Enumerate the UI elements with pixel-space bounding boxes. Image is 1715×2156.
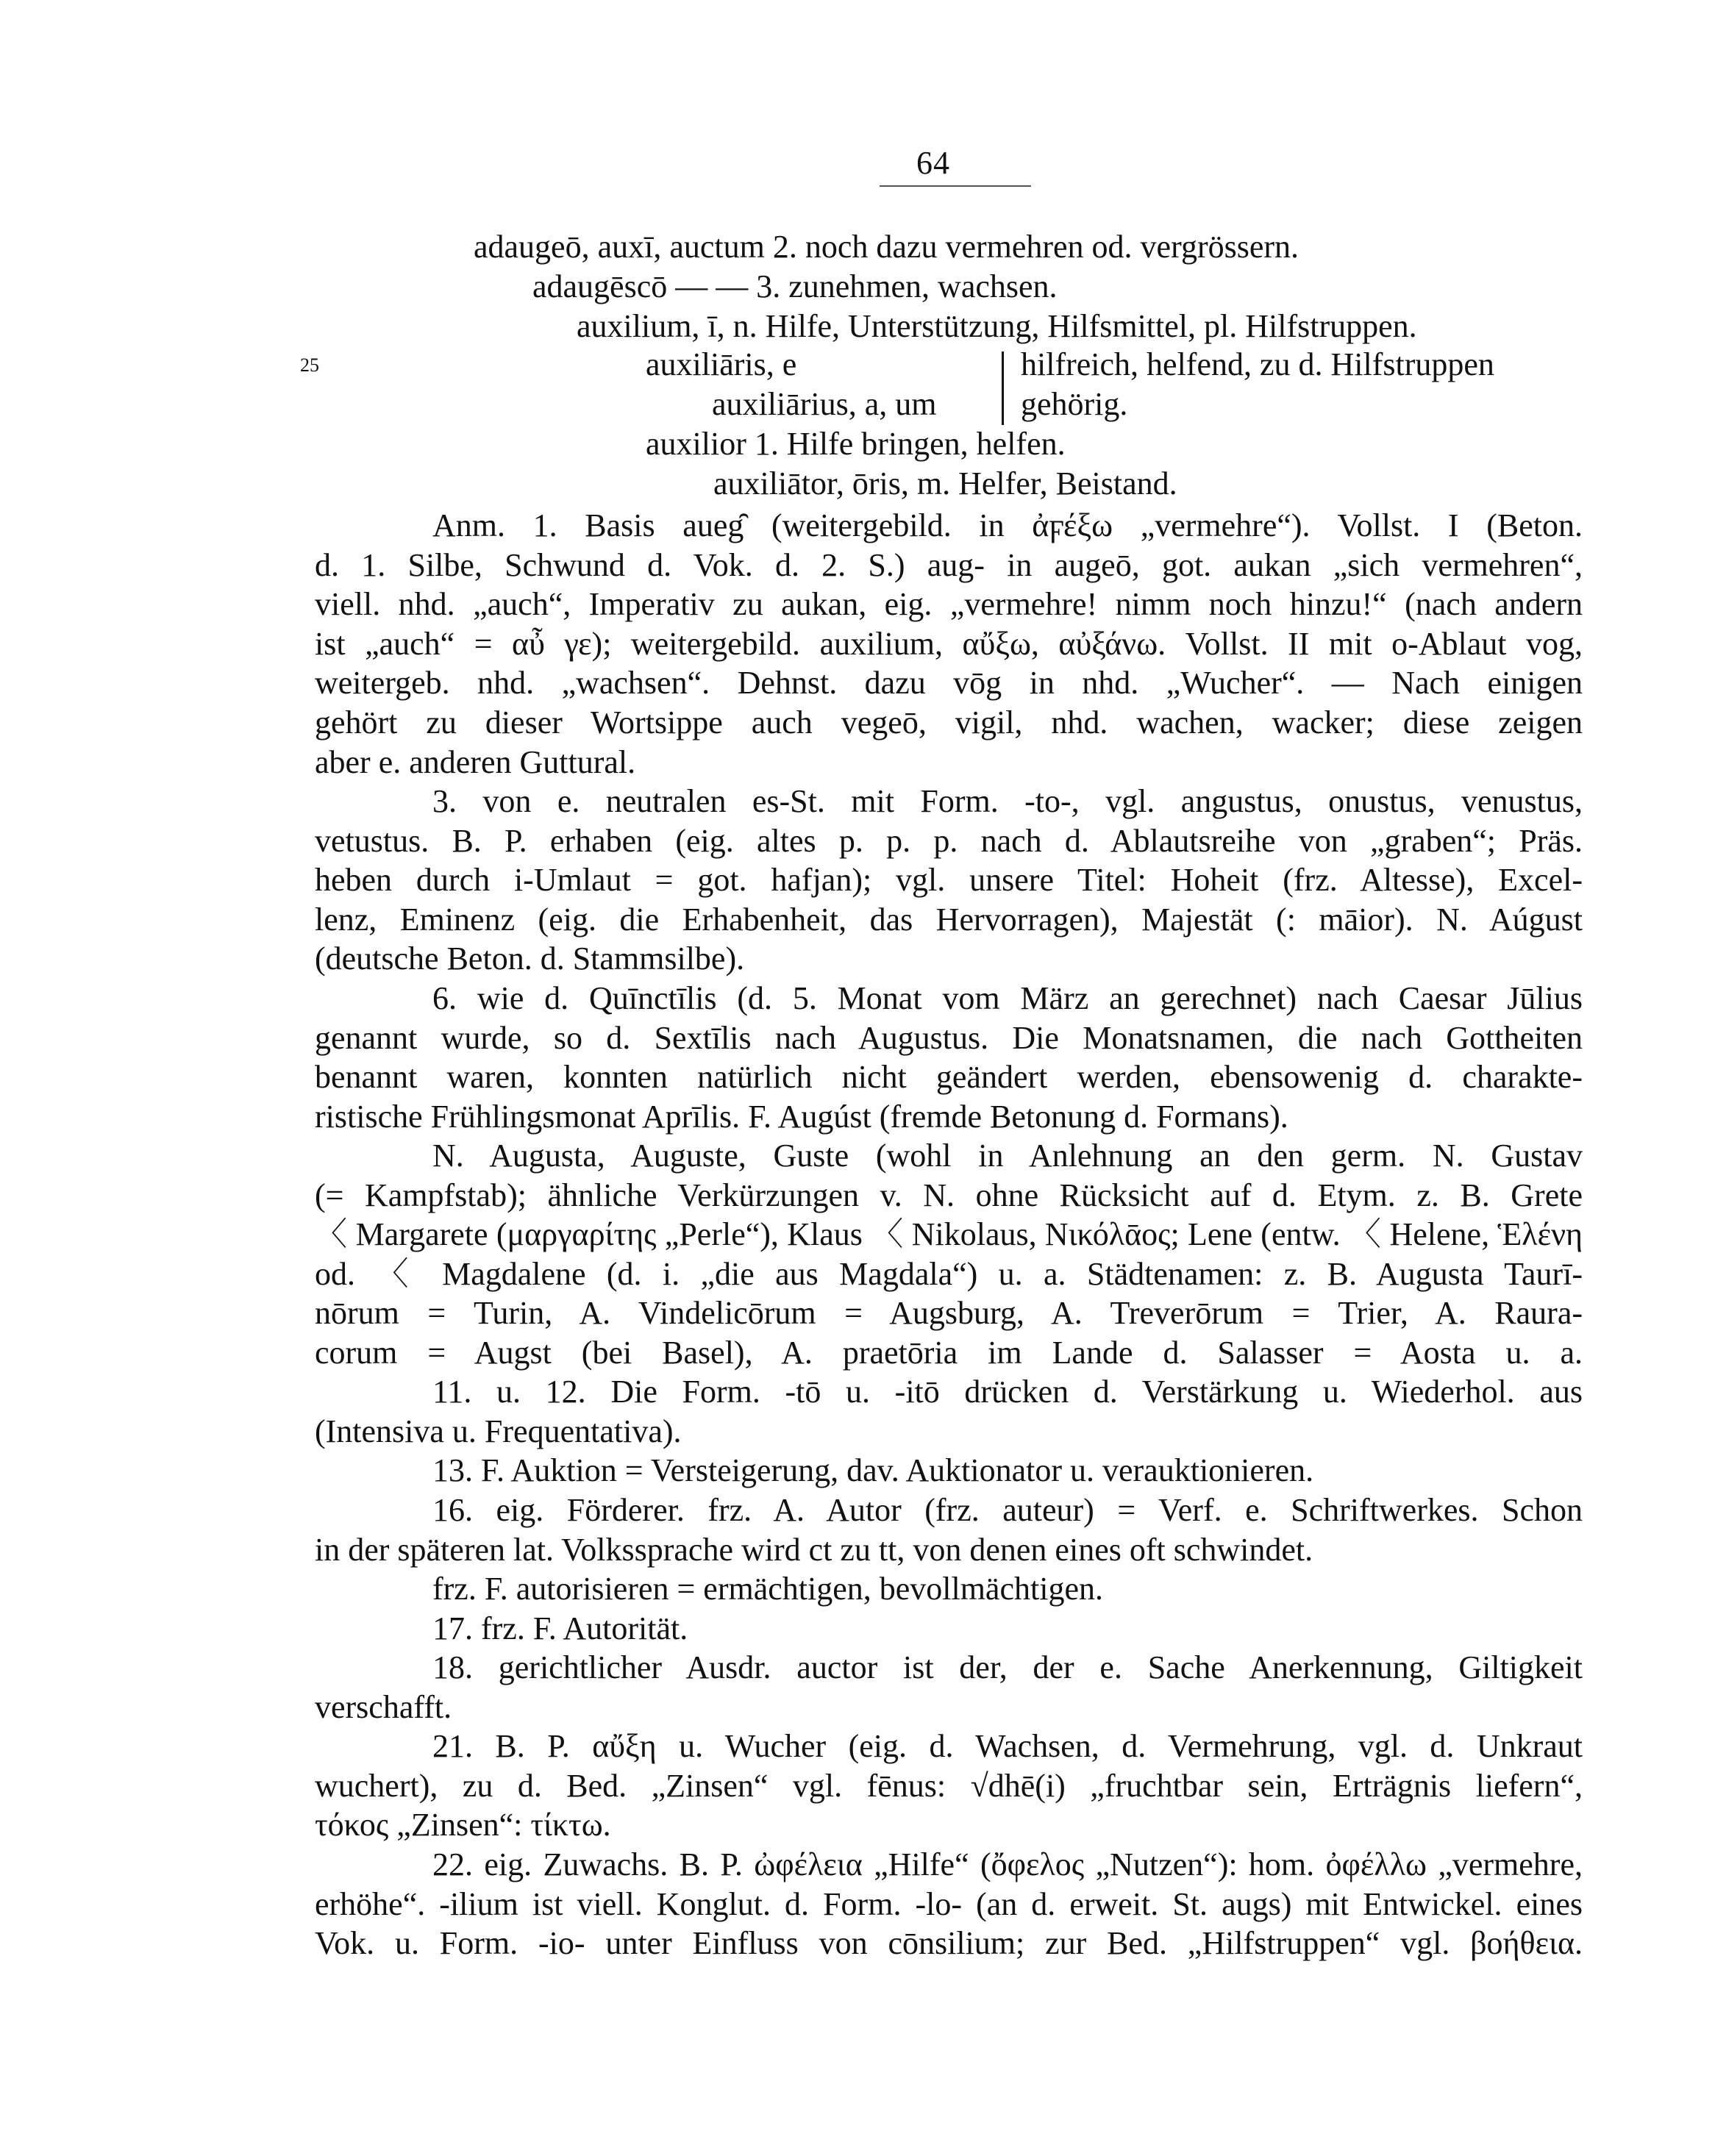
note-line: τόκος „Zinsen“: τίκτω.	[315, 1807, 611, 1843]
note-line: 〈 Margarete (μαργαρίτης „Perle“), Klaus 〈 Nikolaus, Νικόλᾱος; Lene (entw. 〈 Helene, Ἑλένη	[315, 1216, 1583, 1253]
note-line: 22. eig. Zuwachs. B. P. ὠφέλεια „Hilfe“ (ὄφελος „Nutzen“): hom. ὀφέλλω „vermehre,	[432, 1846, 1583, 1882]
note-line: viell. nhd. „auch“, Imperativ zu aukan, eig. „vermehre! nimm noch hinzu!“ (nach andern	[315, 586, 1583, 623]
note-line: aber e. anderen Guttural.	[315, 743, 636, 780]
note-line: verschafft.	[315, 1688, 452, 1725]
note-line: Vok. u. Form. -io- unter Einfluss von cōnsilium; zur Bed. „Hilfstruppen“ vgl. βοήθεια.	[315, 1925, 1583, 1962]
note-line: erhöhe“. -ilium ist viell. Konglut. d. Form. -lo- (an d. erweit. St. augs) mit Entwickel. eines	[315, 1885, 1583, 1922]
note-line: (deutsche Beton. d. Stammsilbe).	[315, 940, 745, 977]
note-line: 18. gerichtlicher Ausdr. auctor ist der, der e. Sache Anerkennung, Giltigkeit	[432, 1649, 1583, 1685]
note-line: vetustus. B. P. erhaben (eig. altes p. p. p. nach d. Ablautsreihe von „graben“; Präs.	[315, 822, 1583, 859]
entry-auxiliaris-meaning-1: hilfreich, helfend, zu d. Hilfstruppen	[1021, 346, 1494, 382]
note-line: d. 1. Silbe, Schwund d. Vok. d. 2. S.) aug- in augeō, got. aukan „sich vermehren“,	[315, 546, 1583, 583]
note-line: od. 〈 Magdalene (d. i. „die aus Magdala“) u. a. Städtenamen: z. B. Augusta Taurī-	[315, 1255, 1583, 1292]
entry-adaugesco: adaugēscō — — 3. zunehmen, wachsen.	[532, 268, 1058, 304]
note-13	[315, 1451, 1583, 1491]
entry-auxiliaris-meaning-2: gehörig.	[1021, 386, 1128, 422]
entry-auxiliator: auxiliātor, ōris, m. Helfer, Beistand.	[713, 465, 1177, 501]
line-margin-number: 25	[300, 354, 319, 376]
note-line: Anm. 1. Basis aueg̑ (weitergebild. in ἀϝέξω „vermehre“). Vollst. I (Beton.	[432, 507, 1583, 543]
note-line: wuchert), zu d. Bed. „Zinsen“ vgl. fēnus: √dhē(i) „fruchtbar sein, Erträgnis liefern“,	[315, 1767, 1583, 1804]
entry-adaugeo: adaugeō, auxī, auctum 2. noch dazu vermehren od. vergrössern.	[474, 229, 1299, 265]
note-line: ristische Frühlingsmonat Aprīlis. F. Augúst (fremde Betonung d. Formans).	[315, 1098, 1288, 1135]
note-11-12	[315, 1372, 1583, 1451]
note-line: N. Augusta, Auguste, Guste (wohl in Anlehnung an den germ. N. Gustav	[432, 1138, 1583, 1174]
note-line: 16. eig. Förderer. frz. A. Autor (frz. auteur) = Verf. e. Schriftwerkes. Schon	[432, 1492, 1583, 1528]
note-line: 3. von e. neutralen es-St. mit Form. -to-, vgl. angustus, onustus, venustus,	[432, 783, 1583, 819]
entry-auxiliaris-group	[631, 346, 1587, 426]
note-line: gehört zu dieser Wortsippe auch vegeō, vigil, nhd. wachen, wacker; diese zeigen	[315, 704, 1583, 740]
note-line: corum = Augst (bei Basel), A. praetōria im Lande d. Salasser = Aosta u. a.	[315, 1334, 1583, 1371]
note-3	[315, 782, 1583, 979]
note-line: lenz, Eminenz (eig. die Erhabenheit, das Hervorragen), Majestät (: māior). N. Aúgust	[315, 901, 1583, 938]
page-number-rule	[880, 185, 1031, 187]
note-line: in der späteren lat. Volkssprache wird ct zu tt, von denen eines oft schwindet.	[315, 1531, 1313, 1568]
note-anm-1	[315, 506, 1583, 782]
note-line: frz. F. autorisieren = ermächtigen, bevollmächtigen.	[432, 1571, 1103, 1607]
note-21	[315, 1727, 1583, 1845]
note-line: genannt wurde, so d. Sextīlis nach Augustus. Die Monatsnamen, die nach Gottheiten	[315, 1019, 1583, 1056]
page-number: 64	[916, 145, 950, 181]
note-augusta	[315, 1136, 1583, 1373]
note-18	[315, 1648, 1583, 1727]
note-line: 17. frz. F. Autorität.	[432, 1610, 688, 1646]
note-22	[315, 1845, 1583, 1963]
note-line: ist „auch“ = αὖ γε); weitergebild. auxilium, αὔξω, αὐξάνω. Vollst. II mit o-Ablaut vog,	[315, 625, 1583, 662]
note-line: (Intensiva u. Frequentativa).	[315, 1413, 682, 1449]
brace-bracket	[1002, 351, 1007, 425]
note-6	[315, 979, 1583, 1136]
note-line: nōrum = Turin, A. Vindelicōrum = Augsburg, A. Treverōrum = Trier, A. Raura-	[315, 1295, 1583, 1332]
entry-auxiliarius: auxiliārius, a, um	[712, 386, 937, 422]
entry-auxilior: auxilior 1. Hilfe bringen, helfen.	[646, 426, 1066, 462]
note-16b	[315, 1569, 1583, 1609]
note-17	[315, 1609, 1583, 1649]
entry-auxilium: auxilium, ī, n. Hilfe, Unterstützung, Hilfsmittel, pl. Hilfstruppen.	[577, 308, 1417, 344]
note-line: 21. B. P. αὔξη u. Wucher (eig. d. Wachsen, d. Vermehrung, vgl. d. Unkraut	[432, 1728, 1583, 1764]
note-16	[315, 1491, 1583, 1569]
note-line: weitergeb. nhd. „wachsen“. Dehnst. dazu vōg in nhd. „Wucher“. — Nach einigen	[315, 665, 1583, 702]
note-line: 13. F. Auktion = Versteigerung, dav. Auktionator u. verauktionieren.	[432, 1452, 1314, 1488]
entry-auxiliaris: auxiliāris, e	[646, 346, 797, 382]
note-line: 6. wie d. Quīnctīlis (d. 5. Monat vom März an gerechnet) nach Caesar Jūlius	[432, 980, 1583, 1016]
note-line: (= Kampfstab); ähnliche Verkürzungen v. N. ohne Rücksicht auf d. Etym. z. B. Grete	[315, 1177, 1583, 1213]
note-line: 11. u. 12. Die Form. -tō u. -itō drücken d. Verstärkung u. Wiederhol. aus	[432, 1374, 1583, 1410]
note-line: benannt waren, konnten natürlich nicht geändert werden, ebensowenig d. charakte-	[315, 1059, 1583, 1096]
note-line: heben durch i-Umlaut = got. hafjan); vgl. unsere Titel: Hoheit (frz. Altesse), Excel-	[315, 862, 1583, 899]
